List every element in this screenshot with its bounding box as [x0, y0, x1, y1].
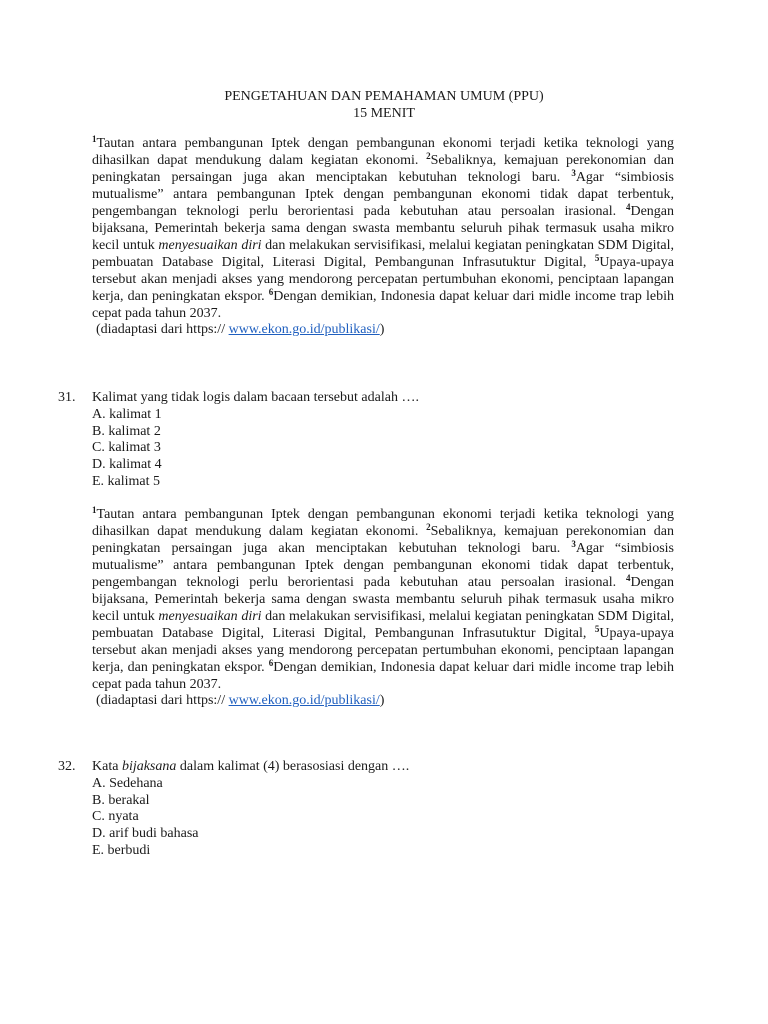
sentence-text: Agar “simbiosis mutualisme” antara pembangunan Iptek dengan pembangunan ekonomi tidak dapat terbentuk, pengembangan teknologi perlu berorientasi pada kebutuhan atau persoalan irasional. [92, 169, 674, 219]
page-header [0, 88, 768, 122]
sentence-number: 6 [268, 657, 274, 668]
sentence-number: 1 [92, 505, 97, 515]
sentence-number: 4 [625, 201, 631, 212]
sentence-number: 3 [571, 167, 576, 178]
question-stem [92, 759, 678, 776]
sentence-text: Tautan antara pembangunan Iptek dengan pembangunan ekonomi terjadi ketika teknologi yang dihasilkan dapat mendukung dalam kegiatan ekonomi. [92, 507, 674, 539]
italic-term: menyesuaikan diri [158, 608, 262, 624]
citation-suffix: ) [379, 693, 385, 709]
sentence-text: Tautan antara pembangunan Iptek dengan pembangunan ekonomi terjadi ketika teknologi yang dihasilkan dapat mendukung dalam kegiatan ekonomi. [92, 136, 674, 168]
question-number: 32. [58, 759, 76, 774]
sentence-number: 2 [426, 150, 431, 161]
sentence-text: Dengan demikian, Indonesia dapat keluar dari midle income trap lebih cepat pada tahun 2037. [92, 659, 674, 692]
question-number: 31. [58, 390, 76, 405]
answer-option[interactable]: C. kalimat 3 [92, 440, 161, 456]
answer-option[interactable]: A. kalimat 1 [92, 406, 162, 422]
page-title: PENGETAHUAN DAN PEMAHAMAN UMUM (PPU) [224, 89, 544, 104]
sentence-text: Agar “simbiosis mutualisme” antara pembangunan Iptek dengan pembangunan ekonomi tidak dapat terbentuk, pengembangan teknologi perlu berorientasi pada kebutuhan atau persoalan irasional. [92, 540, 674, 590]
source-link[interactable]: www.ekon.go.id/publikasi/ [228, 322, 380, 338]
citation-suffix: ) [379, 322, 385, 338]
sentence-number: 3 [571, 538, 576, 549]
source-citation [96, 693, 674, 710]
sentence-number: 4 [625, 572, 631, 583]
sentence-text: dan melakukan servisifikasi, melalui kegiatan peningkatan SDM Digital, pembuatan Database Digital, Literasi Digital, Pembangunan Infrasutuktur Digital, [92, 237, 674, 270]
question-stem: Kalimat yang tidak logis dalam bacaan tersebut adalah …. [92, 390, 419, 405]
answer-option[interactable]: D. kalimat 4 [92, 457, 162, 473]
question-32 [58, 759, 678, 860]
time-limit: 15 MENIT [353, 106, 415, 121]
citation-prefix: (diadaptasi dari https:// [96, 693, 229, 709]
answer-option[interactable]: A. Sedehana [92, 775, 163, 791]
sentence-text: Sebaliknya, kemajuan perekonomian dan peningkatan persaingan juga akan menciptakan kebutuhan teknologi baru. [92, 152, 674, 185]
citation-prefix: (diadaptasi dari https:// [96, 322, 229, 338]
sentence-number: 2 [426, 521, 431, 532]
sentence-text: Dengan bijaksana, Pemerintah bekerja sama dengan swasta membantu seluruh pihak termasuk usaha mikro kecil untuk [92, 203, 674, 253]
stem-text: dalam kalimat (4) berasosiasi dengan …. [176, 759, 410, 774]
answer-option[interactable]: B. kalimat 2 [92, 423, 161, 439]
stem-text: Kata [92, 759, 122, 774]
sentence-text: Upaya-upaya tersebut akan menjadi akses yang mendorong percepatan pertumbuhan ekonomi, penciptaan lapangan kerja, dan peningkatan ekspor. [92, 625, 674, 675]
sentence-number: 5 [594, 623, 600, 634]
reading-passage [92, 136, 674, 339]
answer-option[interactable]: E. berbudi [92, 842, 151, 858]
sentence-text: dan melakukan servisifikasi, melalui kegiatan peningkatan SDM Digital, pembuatan Database Digital, Literasi Digital, Pembangunan Infrasutuktur Digital, [92, 608, 674, 641]
sentence-number: 1 [92, 134, 97, 144]
reading-passage [92, 507, 674, 710]
italic-term: bijaksana [121, 759, 177, 774]
sentence-number: 6 [268, 286, 274, 297]
sentence-text: Upaya-upaya tersebut akan menjadi akses yang mendorong percepatan pertumbuhan ekonomi, penciptaan lapangan kerja, dan peningkatan ekspor. [92, 254, 674, 304]
answer-option[interactable]: E. kalimat 5 [92, 473, 161, 489]
answer-option[interactable]: B. berakal [92, 792, 150, 808]
sentence-number: 5 [594, 252, 600, 263]
sentence-text: Sebaliknya, kemajuan perekonomian dan peningkatan persaingan juga akan menciptakan kebutuhan teknologi baru. [92, 523, 674, 556]
question-31 [58, 390, 678, 491]
source-citation [96, 322, 674, 339]
answer-option[interactable]: C. nyata [92, 809, 139, 825]
answer-option[interactable]: D. arif budi bahasa [92, 826, 199, 842]
sentence-text: Dengan bijaksana, Pemerintah bekerja sama dengan swasta membantu seluruh pihak termasuk usaha mikro kecil untuk [92, 574, 674, 624]
source-link[interactable]: www.ekon.go.id/publikasi/ [228, 693, 380, 709]
sentence-text: Dengan demikian, Indonesia dapat keluar dari midle income trap lebih cepat pada tahun 2037. [92, 288, 674, 321]
italic-term: menyesuaikan diri [158, 237, 262, 253]
